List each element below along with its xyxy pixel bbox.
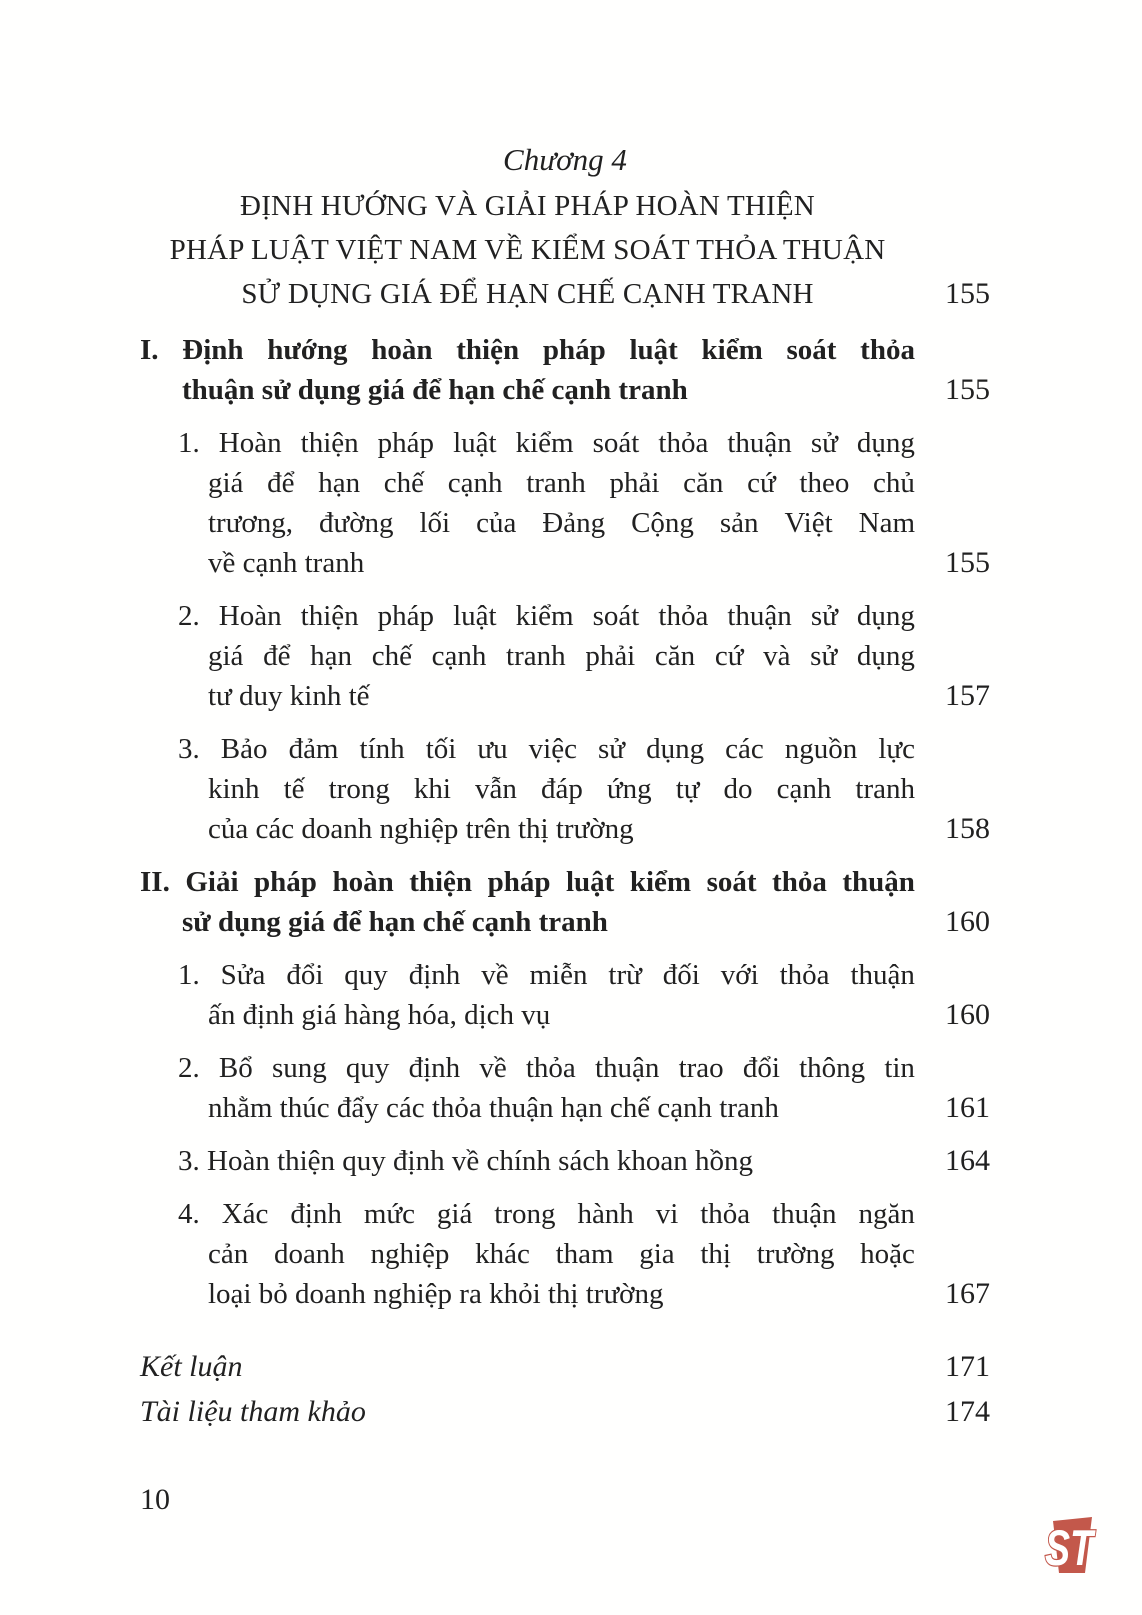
toc-entry — [140, 423, 990, 583]
publisher-logo — [1042, 1514, 1096, 1576]
toc-line: Tài liệu tham khảo — [140, 1395, 366, 1428]
toc-line: 3. Bảo đảm tính tối ưu việc sử dụng các nguồn lực — [178, 733, 915, 765]
toc-entry-text — [140, 1194, 915, 1314]
toc-line: 4. Xác định mức giá trong hành vi thỏa thuận ngăn — [178, 1198, 915, 1230]
toc-line: về cạnh tranh — [208, 547, 365, 579]
toc-entry-text — [140, 862, 915, 942]
toc-entry-page: 157 — [945, 679, 990, 712]
toc-entry — [140, 1344, 990, 1389]
toc-entry — [140, 955, 990, 1035]
toc-entry-text — [140, 184, 915, 316]
toc-entry-text — [140, 423, 915, 583]
toc-entry-page: 155 — [945, 373, 990, 406]
toc-entry-text — [140, 596, 915, 716]
toc-line: của các doanh nghiệp trên thị trường — [208, 813, 634, 845]
toc-line: 1. Hoàn thiện pháp luật kiểm soát thỏa thuận sử dụng — [178, 427, 915, 459]
toc-line: giá để hạn chế cạnh tranh phải căn cứ và sử dụng — [208, 640, 915, 672]
toc-entry-page: 167 — [945, 1277, 990, 1310]
toc-line: thuận sử dụng giá để hạn chế cạnh tranh — [182, 374, 688, 406]
toc-entry-page: 155 — [945, 546, 990, 579]
toc-entry — [140, 1141, 990, 1181]
toc-line: sử dụng giá để hạn chế cạnh tranh — [182, 906, 608, 938]
toc-entry — [140, 1389, 990, 1434]
toc-entry-text — [140, 955, 915, 1035]
toc-line: Kết luận — [140, 1350, 243, 1383]
toc-content — [140, 0, 990, 1434]
toc-line: PHÁP LUẬT VIỆT NAM VỀ KIỂM SOÁT THỎA THUẬN — [169, 234, 886, 266]
toc-entry — [140, 184, 990, 316]
toc-list — [140, 184, 990, 1434]
toc-line: kinh tế trong khi vẫn đáp ứng tự do cạnh tranh — [208, 773, 915, 805]
toc-entry-page: 174 — [945, 1395, 990, 1428]
toc-line: 2. Bổ sung quy định về thỏa thuận trao đổi thông tin — [178, 1052, 915, 1084]
toc-entry-page: 155 — [945, 277, 990, 310]
toc-line: 3. Hoàn thiện quy định về chính sách khoan hồng — [178, 1145, 754, 1177]
toc-line: trương, đường lối của Đảng Cộng sản Việt Nam — [208, 507, 915, 539]
toc-line: 1. Sửa đổi quy định về miễn trừ đối với thỏa thuận — [178, 959, 915, 991]
toc-line: cản doanh nghiệp khác tham gia thị trường hoặc — [208, 1238, 915, 1270]
footer-page-number: 10 — [140, 1483, 170, 1516]
toc-line: ấn định giá hàng hóa, dịch vụ — [208, 999, 551, 1031]
toc-entry-page: 171 — [945, 1350, 990, 1383]
st-logo-text: ST — [1045, 1520, 1097, 1576]
toc-entry-page: 158 — [945, 812, 990, 845]
toc-entry-page: 161 — [945, 1091, 990, 1124]
toc-entry-page: 160 — [945, 905, 990, 938]
toc-entry — [140, 330, 990, 410]
toc-entry — [140, 1194, 990, 1314]
toc-line: I. Định hướng hoàn thiện pháp luật kiểm soát thỏa — [140, 334, 915, 366]
toc-entry — [140, 729, 990, 849]
toc-line: tư duy kinh tế — [208, 680, 370, 712]
toc-entry-page: 160 — [945, 998, 990, 1031]
toc-line: giá để hạn chế cạnh tranh phải căn cứ theo chủ — [208, 467, 915, 499]
toc-line: II. Giải pháp hoàn thiện pháp luật kiểm soát thỏa thuận — [140, 866, 915, 898]
toc-entry — [140, 1048, 990, 1128]
toc-entry — [140, 596, 990, 716]
toc-entry-text — [140, 1344, 915, 1389]
toc-entry-text — [140, 1141, 915, 1181]
toc-entry-page: 164 — [945, 1144, 990, 1177]
toc-line: nhằm thúc đẩy các thỏa thuận hạn chế cạnh tranh — [208, 1092, 779, 1124]
toc-line: loại bỏ doanh nghiệp ra khỏi thị trường — [208, 1278, 664, 1310]
toc-entry-text — [140, 1389, 915, 1434]
toc-line: SỬ DỤNG GIÁ ĐỂ HẠN CHẾ CẠNH TRANH — [241, 278, 814, 310]
toc-entry-text — [140, 1048, 915, 1128]
chapter-label: Chương 4 — [503, 142, 627, 177]
toc-line: 2. Hoàn thiện pháp luật kiểm soát thỏa thuận sử dụng — [178, 600, 915, 632]
toc-entry-text — [140, 330, 915, 410]
toc-line: ĐỊNH HƯỚNG VÀ GIẢI PHÁP HOÀN THIỆN — [240, 190, 815, 222]
toc-entry — [140, 862, 990, 942]
toc-entry-text — [140, 729, 915, 849]
